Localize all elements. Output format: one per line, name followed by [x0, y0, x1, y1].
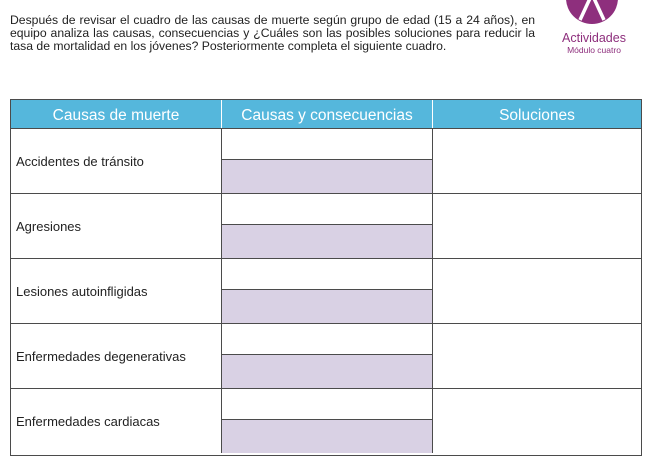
causes-answer-field[interactable] [222, 129, 432, 159]
cause-label: Enfermedades degenerativas [11, 324, 222, 388]
cause-label: Lesiones autoinfligidas [11, 259, 222, 323]
table-row [11, 258, 641, 323]
causes-consequences-cell [222, 259, 433, 323]
consequences-answer-field[interactable] [222, 224, 432, 258]
table-row [11, 128, 641, 193]
causes-answer-field[interactable] [222, 259, 432, 289]
cause-label: Agresiones [11, 194, 222, 258]
causes-answer-field[interactable] [222, 324, 432, 354]
solutions-answer-field[interactable] [433, 389, 641, 453]
consequences-answer-field[interactable] [222, 354, 432, 388]
solutions-answer-field[interactable] [433, 324, 641, 388]
causes-table [10, 99, 642, 456]
column-header-solutions: Soluciones [499, 107, 575, 124]
solutions-answer-field[interactable] [433, 259, 641, 323]
column-header-causes-consequences: Causas y consecuencias [222, 100, 433, 128]
cause-label: Enfermedades cardiacas [11, 389, 222, 453]
column-header-causes-of-death: Causas de muerte [11, 100, 222, 128]
solutions-answer-field[interactable] [433, 129, 641, 193]
instructions-text: Después de revisar el cuadro de las causas de muerte según grupo de edad (15 a 24 años), en equipo analiza las causas, consecuencias y ¿Cuáles son las posibles soluciones para reducir la tasa de mortalidad en los jóvenes? Posteriormente completa el siguiente cuadro. [10, 13, 535, 53]
table-row [11, 323, 641, 388]
table-header [11, 100, 641, 128]
consequences-answer-field[interactable] [222, 419, 432, 453]
causes-consequences-cell [222, 129, 433, 193]
causes-answer-field[interactable] [222, 194, 432, 224]
causes-answer-field[interactable] [222, 389, 432, 419]
section-title: Actividades [562, 31, 626, 45]
causes-consequences-cell [222, 389, 433, 453]
activity-badge [566, 0, 618, 24]
causes-consequences-cell [222, 324, 433, 388]
consequences-answer-field[interactable] [222, 289, 432, 323]
section-subtitle: Módulo cuatro [567, 45, 621, 55]
table-row [11, 193, 641, 258]
consequences-answer-field[interactable] [222, 159, 432, 193]
table-row [11, 388, 641, 453]
cause-label: Accidentes de tránsito [11, 129, 222, 193]
letter-a-icon [566, 0, 618, 24]
causes-consequences-cell [222, 194, 433, 258]
solutions-answer-field[interactable] [433, 194, 641, 258]
